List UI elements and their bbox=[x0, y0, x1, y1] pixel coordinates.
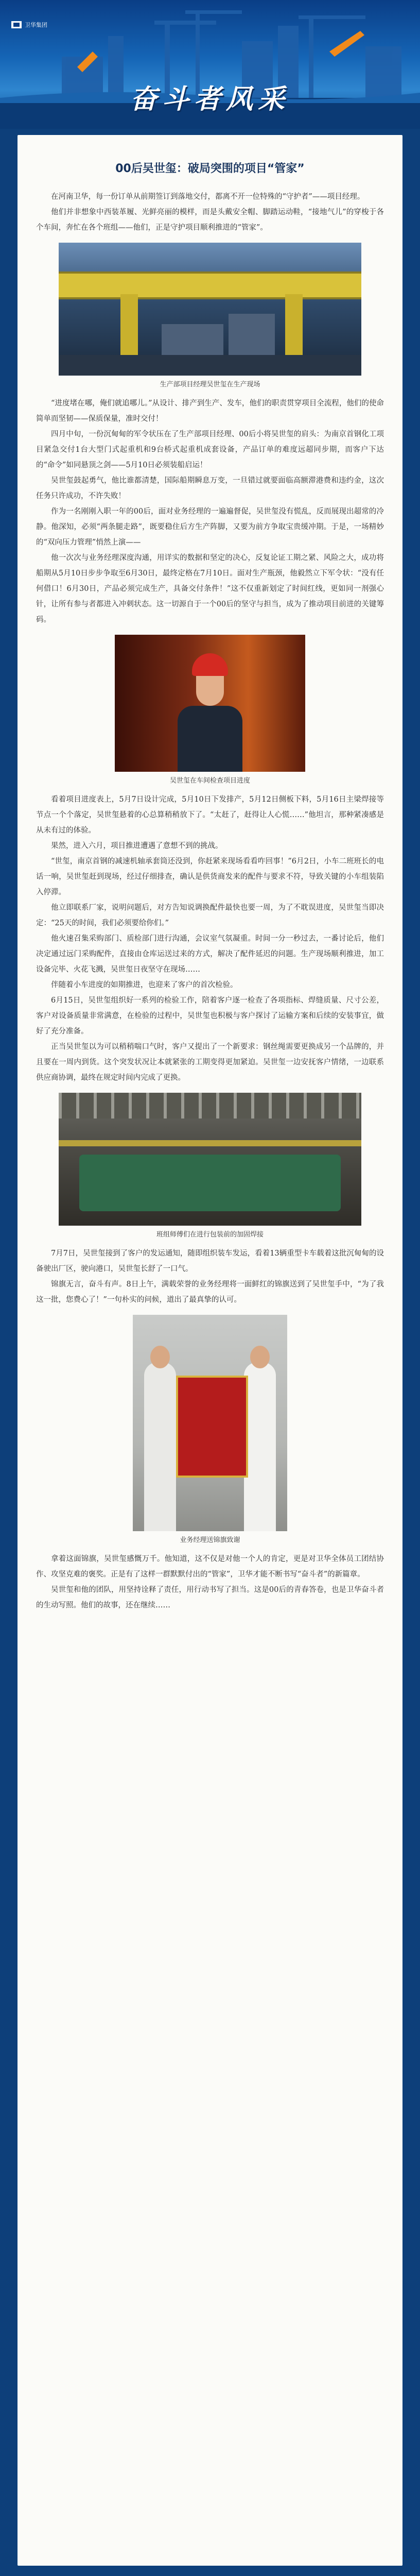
paragraph: 7月7日，吴世玺接到了客户的发运通知，随即组织装车发运，看着13辆重型卡车载着这批沉甸甸的设备驶出厂区，驶向港口，吴世玺长舒了一口气。 bbox=[36, 1249, 384, 1273]
paragraph: 他们并非想象中西装革履、光鲜亮丽的模样，而是头戴安全帽、脚踏运动鞋，“接地气儿”的穿梭于各个车间，奔忙在各个班组——他们，正是守护项目顺利推进的“管家”。 bbox=[36, 208, 384, 232]
paragraph: 吴世玺鼓起勇气，他比谁都清楚，国际船期瞬息万变，一旦错过就要面临高额滞港费和违约金，这次任务只许成功，不许失败！ bbox=[36, 477, 384, 500]
paragraph: “进度堵在哪，俺们就追哪儿。”从设计、排产到生产、发车，他们的职责贯穿项目全流程，他们的使命简单而坚韧——保质保量，准时交付！ bbox=[36, 399, 384, 423]
photo-worker-portrait bbox=[115, 635, 305, 772]
paragraph: 看着项目进度表上，5月7日设计完成，5月10日下发排产，5月12日侧板下料，5月16日主梁焊接等节点一个个落定，吴世玺悬着的心总算稍稍放下了。“太赶了，赶得让人心慌……”他坦言，那种紧凑感是从未有过的体验。 bbox=[36, 795, 384, 835]
photo-caption: 生产部项目经理吴世玺在生产现场 bbox=[160, 381, 260, 388]
photo-banner-handover bbox=[133, 1315, 287, 1531]
article-card bbox=[18, 135, 402, 2566]
photo-caption: 业务经理送锦旗致谢 bbox=[180, 1536, 240, 1544]
paragraph: 他火速召集采购部门、质检部门进行沟通，会议室气氛凝重。时间一分一秒过去，一番讨论后，他们决定通过远门采购配件，直接由仓库运送过来的方式，解决了配件延迟的问题。生产现场顺利推进，加工设备完毕、火花飞溅，吴世玺日夜坚守在现场…… bbox=[36, 935, 384, 974]
photo-caption: 班组师傅们在进行包装前的加固焊接 bbox=[156, 1231, 264, 1239]
paragraph: 拿着这面锦旗，吴世玺感慨万千。他知道，这不仅是对他一个人的肯定，更是对卫华全体员工团结协作、攻坚克难的褒奖。正是有了这样一群默默付出的“管家”，卫华才能不断书写“奋斗者”的新篇章。 bbox=[36, 1555, 384, 1579]
logo-text: 卫华集团 bbox=[25, 22, 47, 28]
paragraph: 果然，进入六月，项目推进遭遇了意想不到的挑战。 bbox=[51, 842, 223, 850]
photo-caption: 吴世玺在车间检查项目进度 bbox=[169, 777, 250, 785]
paragraph: 作为一名刚刚入职一年的00后，面对业务经理的一遍遍督促，吴世玺没有慌乱，反而展现出超常的冷静。他深知，必须“两条腿走路”，既要稳住后方生产阵脚，又要为前方争取宝贵缓冲期。于是，一场精妙的“双向压力管理”悄然上演—— bbox=[36, 507, 384, 547]
paragraph: 吴世玺和他的团队，用坚持诠释了责任，用行动书写了担当。这是00后的青春答卷，也是卫华奋斗者的生动写照。他们的故事，还在继续…… bbox=[36, 1586, 384, 1609]
article-title: 00后吴世玺：破局突围的项目“管家” bbox=[115, 162, 305, 175]
paragraph: 伴随着小车进度的如期推进，也迎来了客户的首次检验。 bbox=[51, 981, 238, 989]
paragraph: “世玺，南京首钢的减速机轴承套筒还没到，你赶紧来现场看看咋回事！”6月2日，小车二班班长的电话一响，吴世玺赶到现场，经过仔细排查，确认是供货商发来的配件与要求不符，导致关键的小车组装陷入停滞。 bbox=[36, 857, 384, 896]
photo-gantry-crane bbox=[59, 243, 361, 376]
header-banner bbox=[0, 0, 420, 129]
photo-workshop-welding bbox=[59, 1093, 361, 1226]
logo-icon bbox=[11, 21, 22, 28]
company-logo bbox=[11, 21, 47, 29]
paragraph: 他立即联系厂家，说明问题后，对方告知说调换配件最快也要一周，为了不耽误进度，吴世玺当即决定：“25天的时间，我们必须要给你们。” bbox=[36, 904, 384, 927]
banner-title: 奋斗者风采 bbox=[130, 84, 290, 115]
paragraph: 在河南卫华，每一份订单从前期签订到落地交付，都离不开一位特殊的“守护者”——项目经理。 bbox=[51, 193, 365, 201]
paragraph: 他一次次与业务经理深度沟通，用详实的数据和坚定的决心，反复论证工期之紧、风险之大，成功将船期从5月10日步步争取至6月30日，最终定格在7月10日。面对生产瓶颈，他毅然立下军令状：“没有任何借口！6月30日，产品必须完成生产，具备交付条件！”这不仅重新划定了时间红线，更如同一剂强心针，让所有参与者都进入冲刺状态。这一切源自于一个00后的坚守与担当，成为了推动项目前进的关键筹码。 bbox=[36, 554, 384, 624]
paragraph: 锦旗无言，奋斗有声。8日上午，满载荣誉的业务经理将一面鲜红的锦旗送到了吴世玺手中，“为了我这一批，您费心了！”一句朴实的问候，道出了最真挚的认可。 bbox=[36, 1280, 384, 1304]
paragraph: 6月15日，吴世玺组织好一系列的检验工作，陪着客户逐一检查了各项指标、焊缝质量、尺寸公差，客户对设备质量非常满意，在检验的过程中，吴世玺也积极与客户探讨了运输方案和后续的安装事宜，做好了充分准备。 bbox=[36, 996, 384, 1036]
paragraph: 正当吴世玺以为可以稍稍喘口气时，客户又提出了一个新要求：钢丝绳需要更换成另一个品牌的，并且要在一周内到货。这个突发状况让本就紧张的工期变得更加紧迫。吴世玺一边安抚客户情绪，一边联系供应商协调，最终在规定时间内完成了更换。 bbox=[36, 1043, 384, 1082]
paragraph: 四月中旬，一份沉甸甸的军令状压在了生产部项目经理、00后小将吴世玺的肩头：为南京首钢化工项目紧急交付1台大型门式起重机和9台桥式起重机成套设备，产品订单的难度远超同步期，而客户下达的“命令”如同悬顶之剑——5月10日必须装船启运！ bbox=[36, 430, 384, 469]
